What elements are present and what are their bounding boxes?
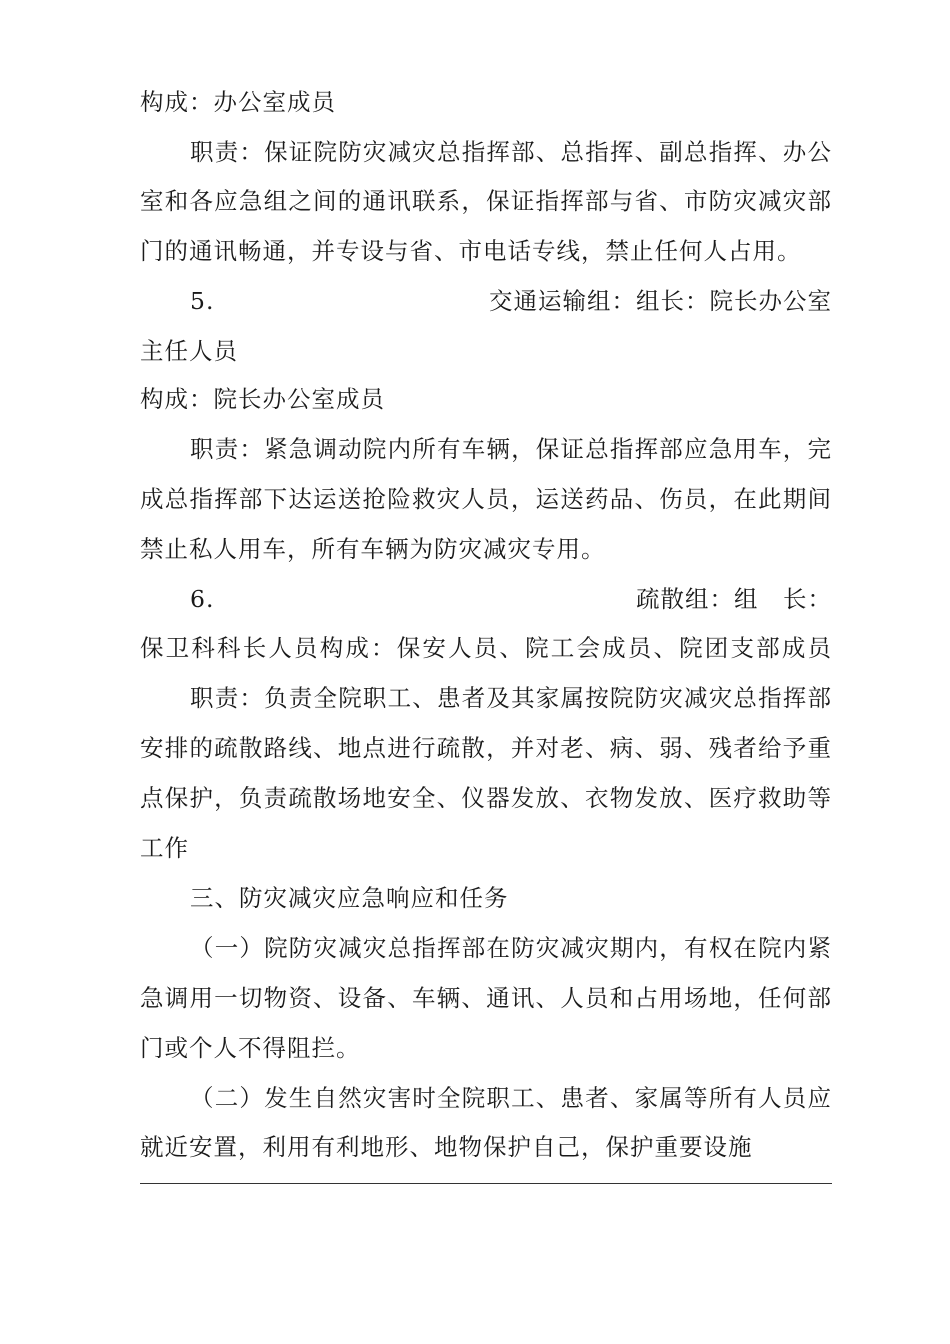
section-title: 疏散组：组 长： xyxy=(636,585,832,613)
section-title: 交通运输组：组长：院长办公室 xyxy=(489,287,832,315)
footer-divider xyxy=(140,1183,832,1184)
paragraph-line: （二）发生自然灾害时全院职工、患者、家属等所有人员应 xyxy=(190,1084,832,1112)
paragraph-line: 成总指挥部下达运送抢险救灾人员，运送药品、伤员，在此期间 xyxy=(140,485,832,513)
paragraph-line: 室和各应急组之间的通讯联系，保证指挥部与省、市防灾减灾部 xyxy=(140,187,832,215)
paragraph-line: 就近安置，利用有利地形、地物保护自己，保护重要设施 xyxy=(140,1133,753,1161)
section-heading: 三、防灾减灾应急响应和任务 xyxy=(190,884,509,912)
paragraph-line: 保卫科科长人员构成：保安人员、院工会成员、院团支部成员 xyxy=(140,634,832,662)
paragraph-line: 职责：负责全院职工、患者及其家属按院防灾减灾总指挥部 xyxy=(190,684,832,712)
section-number: 5. xyxy=(190,287,215,315)
paragraph-line: 门的通讯畅通，并专设与省、市电话专线，禁止任何人占用。 xyxy=(140,237,802,265)
paragraph-line: 职责：紧急调动院内所有车辆，保证总指挥部应急用车，完 xyxy=(190,435,832,463)
section-heading-5 xyxy=(190,286,832,316)
section-heading-6 xyxy=(190,584,832,614)
paragraph-line: 工作 xyxy=(140,834,189,862)
paragraph-line: 构成：院长办公室成员 xyxy=(140,385,385,413)
paragraph-line: 安排的疏散路线、地点进行疏散，并对老、病、弱、残者给予重 xyxy=(140,734,832,762)
paragraph-line: 禁止私人用车，所有车辆为防灾减灾专用。 xyxy=(140,535,606,563)
paragraph-line: 主任人员 xyxy=(140,337,238,365)
paragraph-line: 职责：保证院防灾减灾总指挥部、总指挥、副总指挥、办公 xyxy=(190,138,832,166)
paragraph-line: 急调用一切物资、设备、车辆、通讯、人员和占用场地，任何部 xyxy=(140,984,832,1012)
paragraph-line: （一）院防灾减灾总指挥部在防灾减灾期内，有权在院内紧 xyxy=(190,934,832,962)
paragraph-line: 构成：办公室成员 xyxy=(140,88,336,116)
paragraph-line: 门或个人不得阻拦。 xyxy=(140,1034,361,1062)
section-number: 6. xyxy=(190,585,215,613)
paragraph-line: 点保护，负责疏散场地安全、仪器发放、衣物发放、医疗救助等 xyxy=(140,784,832,812)
